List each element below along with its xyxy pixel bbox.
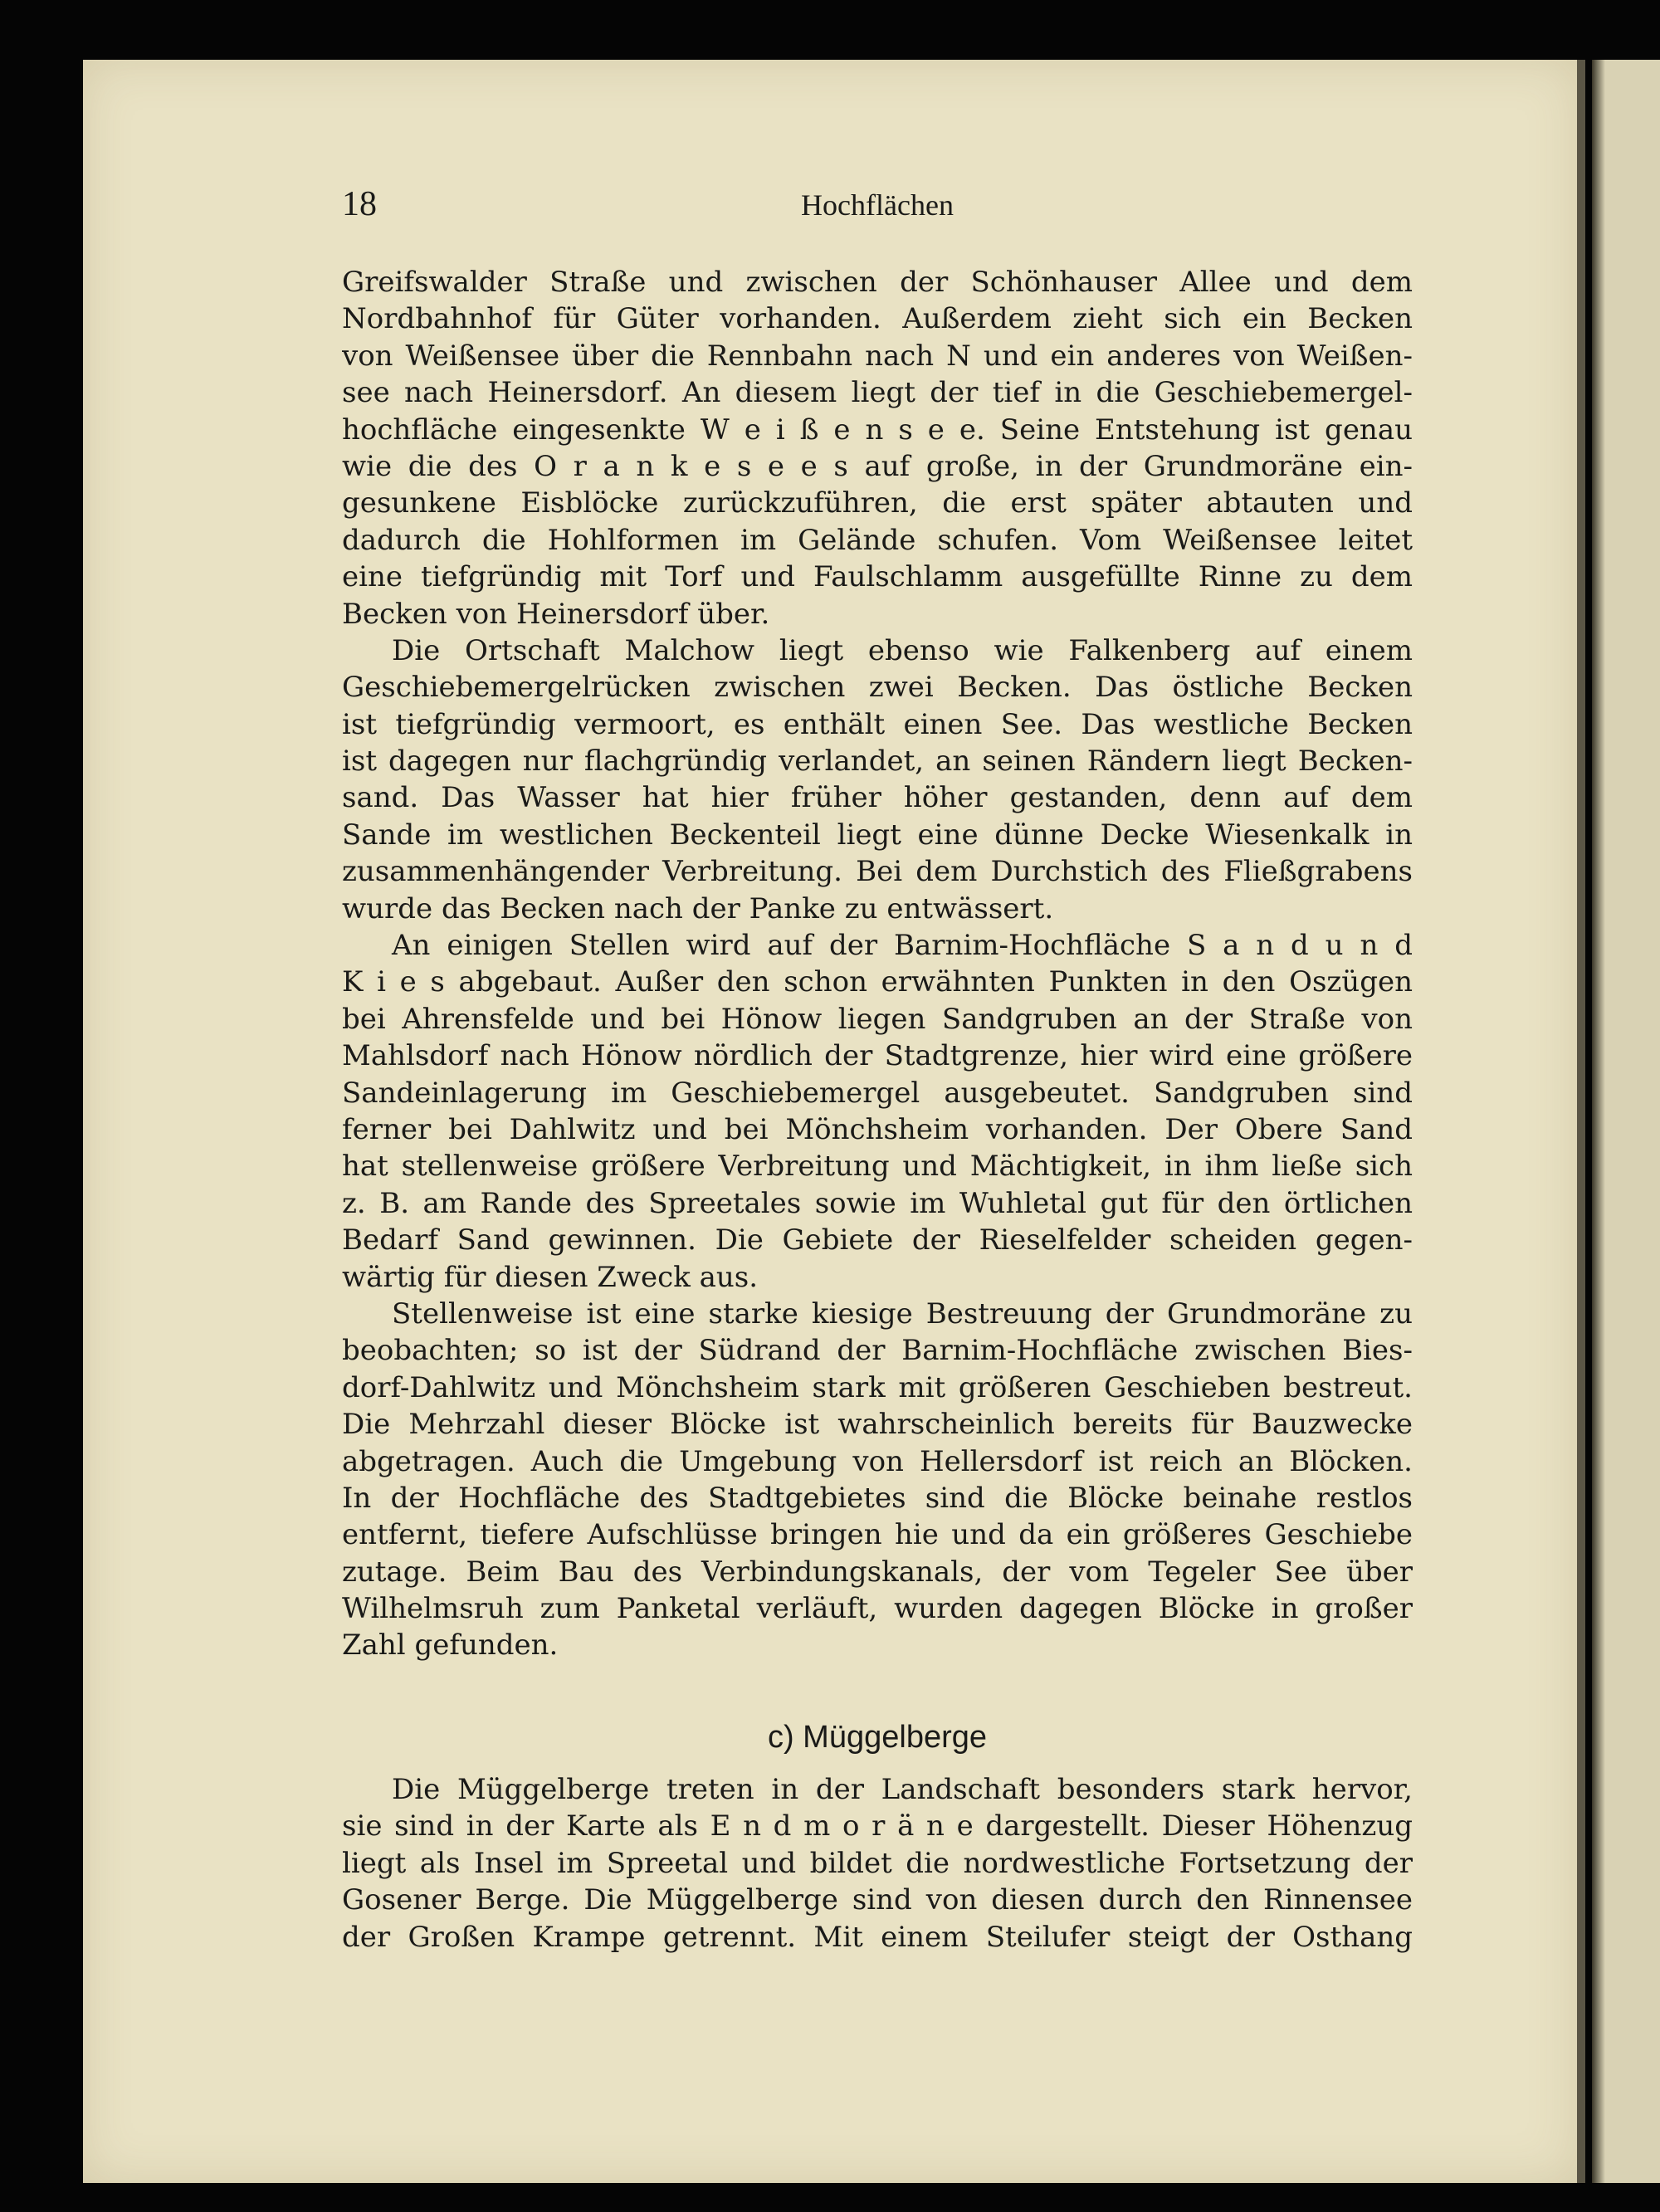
text-line: liegt als Insel im Spreetal und bildet die nordwestliche Fortsetzung der [342, 1846, 1413, 1880]
text-line: gesunkene Eisblöcke zurückzuführen, die erst später abtauten und [342, 486, 1413, 520]
text-line: dadurch die Hohlformen im Gelände schufen. Vom Weißensee leitet [342, 523, 1413, 557]
text-line: Die Müggelberge treten in der Landschaft besonders stark hervor, [392, 1773, 1413, 1806]
text-line: sand. Das Wasser hat hier früher höher gestanden, denn auf dem [342, 781, 1413, 815]
text-line: In der Hochfläche des Stadtgebietes sind die Blöcke beinahe restlos [342, 1481, 1413, 1515]
text-line: K i e s abgebaut. Außer den schon erwähnten Punkten in den Oszügen [342, 965, 1413, 999]
text-line: Nordbahnhof für Güter vorhanden. Außerdem zieht sich ein Becken [342, 302, 1413, 336]
text-line: Zahl gefunden. [342, 1628, 559, 1663]
text-line: Wilhelmsruh zum Panketal verläuft, wurden dagegen Blöcke in großer [342, 1592, 1413, 1626]
text-line: ist dagegen nur flachgründig verlandet, an seinen Rändern liegt Becken- [342, 745, 1413, 779]
text-line: dorf-Dahlwitz und Mönchsheim stark mit größeren Geschieben bestreut. [342, 1370, 1413, 1404]
text-line: Geschiebemergelrücken zwischen zwei Becken. Das östliche Becken [342, 671, 1413, 705]
text-line: hat stellenweise größere Verbreitung und Mächtigkeit, in ihm ließe sich [342, 1150, 1413, 1184]
text-line: wie die des O r a n k e s e e s auf große, in der Grundmoräne ein- [342, 449, 1413, 483]
text-line: Die Mehrzahl dieser Blöcke ist wahrscheinlich bereits für Bauzwecke [342, 1408, 1413, 1442]
text-line: Bedarf Sand gewinnen. Die Gebiete der Rieselfelder scheiden gegen- [342, 1223, 1413, 1257]
text-line: zutage. Beim Bau des Verbindungskanals, der vom Tegeler See über [342, 1555, 1413, 1589]
page-gutter [1577, 60, 1585, 2183]
text-line: entfernt, tiefere Aufschlüsse bringen hie und da ein größeres Geschiebe [342, 1518, 1413, 1552]
text-line: von Weißensee über die Rennbahn nach N und ein anderes von Weißen- [342, 339, 1413, 373]
text-line: Sande im westlichen Beckenteil liegt eine dünne Decke Wiesenkalk in [342, 818, 1413, 852]
page-header [342, 184, 1413, 231]
text-line: Gosener Berge. Die Müggelberge sind von diesen durch den Rinnensee [342, 1883, 1413, 1917]
text-line: z. B. am Rande des Spreetales sowie im Wuhletal gut für den örtlichen [342, 1186, 1413, 1220]
binding-shadow [1592, 60, 1605, 2183]
text-line: Die Ortschaft Malchow liegt ebenso wie Falkenberg auf einem [392, 633, 1413, 667]
text-line: Becken von Heinersdorf über. [342, 597, 770, 631]
text-line: wärtig für diesen Zweck aus. [342, 1260, 759, 1294]
text-line: hochfläche eingesenkte W e i ß e n s e e. Seine Entstehung ist genau [342, 413, 1413, 447]
text-line: ferner bei Dahlwitz und bei Mönchsheim vorhanden. Der Obere Sand [342, 1112, 1413, 1146]
text-line: wurde das Becken nach der Panke zu entwässert. [342, 891, 1054, 925]
page-number: 18 [342, 185, 377, 223]
text-line: abgetragen. Auch die Umgebung von Hellersdorf ist reich an Blöcken. [342, 1444, 1413, 1478]
text-line: ist tiefgründig vermoort, es enthält einen See. Das westliche Becken [342, 707, 1413, 741]
text-line: see nach Heinersdorf. An diesem liegt der tief in die Geschiebemergel- [342, 376, 1413, 410]
text-line: sie sind in der Karte als E n d m o r ä n e dargestellt. Dieser Höhenzug [342, 1809, 1413, 1843]
running-title: Hochflächen [801, 188, 954, 222]
text-line: Stellenweise ist eine starke kiesige Bestreuung der Grundmoräne zu [392, 1296, 1413, 1331]
section-heading: c) Müggelberge [767, 1720, 988, 1755]
body-text [342, 264, 1413, 1664]
section-body-text [342, 1771, 1413, 1956]
text-line: Greifswalder Straße und zwischen der Schönhauser Allee und dem [342, 266, 1413, 299]
text-line: Mahlsdorf nach Hönow nördlich der Stadtgrenze, hier wird eine größere [342, 1039, 1413, 1073]
text-line: beobachten; so ist der Südrand der Barnim-Hochfläche zwischen Bies- [342, 1334, 1413, 1368]
text-line: Sandeinlagerung im Geschiebemergel ausgebeutet. Sandgruben sind [342, 1076, 1413, 1110]
text-line: der Großen Krampe getrennt. Mit einem Steilufer steigt der Osthang [342, 1920, 1413, 1954]
text-line: zusammenhängender Verbreitung. Bei dem Durchstich des Fließgrabens [342, 855, 1413, 889]
text-line: eine tiefgründig mit Torf und Faulschlamm ausgefüllte Rinne zu dem [342, 560, 1413, 594]
text-line: An einigen Stellen wird auf der Barnim-Hochfläche S a n d u n d [392, 929, 1413, 963]
text-line: bei Ahrensfelde und bei Hönow liegen Sandgruben an der Straße von [342, 1002, 1413, 1036]
